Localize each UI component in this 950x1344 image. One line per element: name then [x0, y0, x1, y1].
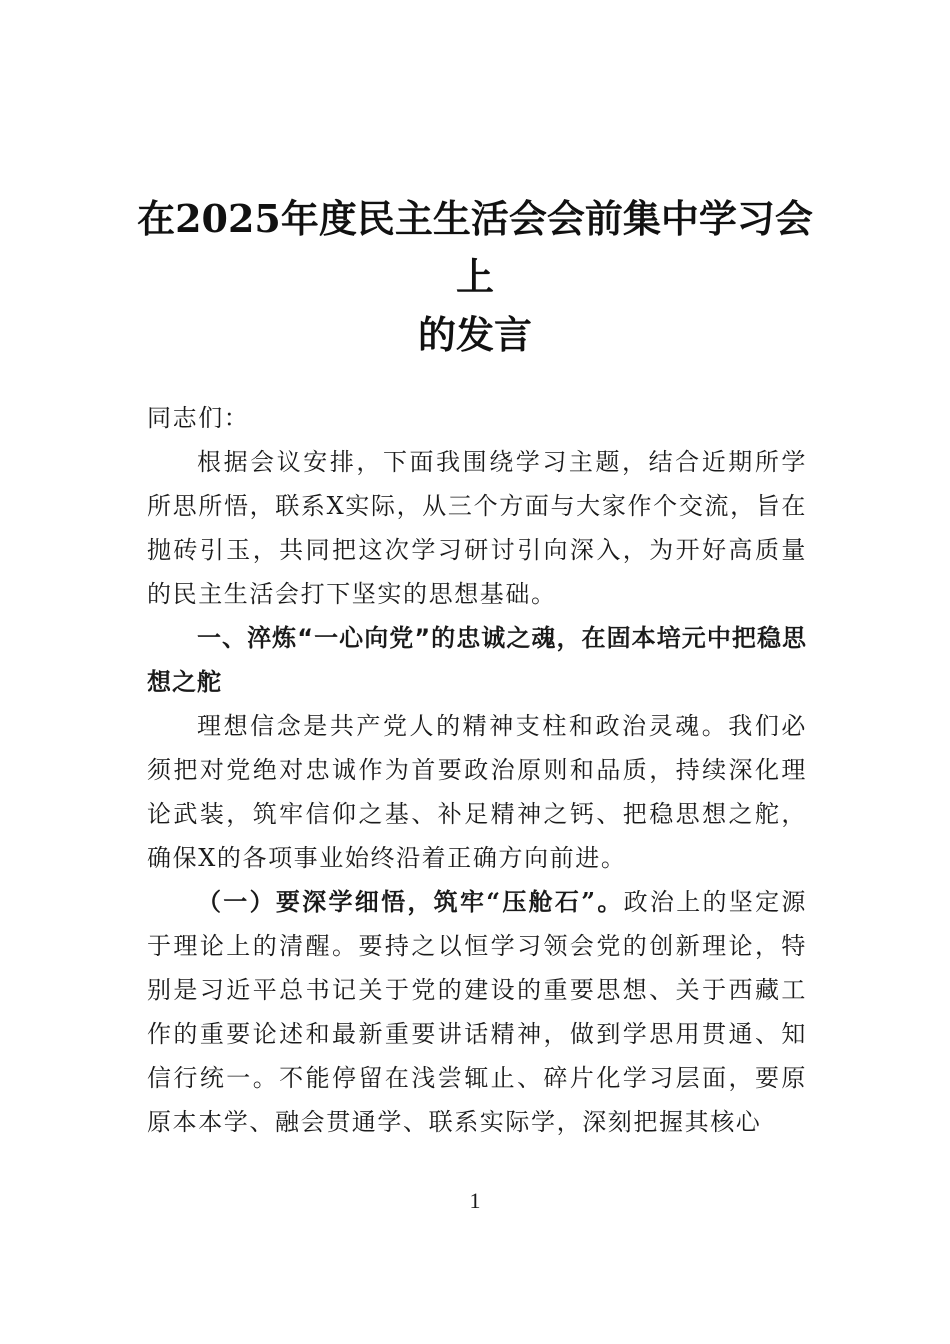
document-title: [120, 190, 830, 364]
subsection-1-heading: （一）要深学细悟，筑牢“压舱石”。: [197, 887, 624, 916]
subsection-1-text: 政治上的坚定源于理论上的清醒。要持之以恒学习领会党的创新理论，特别是习近平总书记关于党的建设的重要思想、关于西藏工作的重要论述和最新重要讲话精神，做到学思用贯通、知信行统一。不能停留在浅尝辄止、碎片化学习层面，要原原本本学、融会贯通学、联系实际学，深刻把握其核心: [147, 888, 807, 1136]
section-1-heading: 一、淬炼“一心向党”的忠诚之魂，在固本培元中把稳思想之舵: [147, 624, 807, 696]
intro-paragraph: 根据会议安排，下面我围绕学习主题，结合近期所学所思所悟，联系X实际，从三个方面与大家作个交流，旨在抛砖引玉，共同把这次学习研讨引向深入，为开好高质量的民主生活会打下坚实的思想基础。: [147, 448, 807, 608]
title-line-2: 的发言: [417, 312, 532, 357]
section-1-paragraph: 理想信念是共产党人的精神支柱和政治灵魂。我们必须把对党绝对忠诚作为首要政治原则和品质，持续深化理论武装，筑牢信仰之基、补足精神之钙、把稳思想之舵，确保X的各项事业始终沿着正确方向前进。: [147, 712, 807, 872]
page-number: 1: [469, 1188, 481, 1213]
document-body: [147, 396, 807, 1144]
title-line-1: 在2025年度民主生活会会前集中学习会上: [137, 196, 813, 299]
salutation: 同志们：: [147, 404, 250, 432]
subsection-1-paragraph: [147, 880, 807, 1144]
